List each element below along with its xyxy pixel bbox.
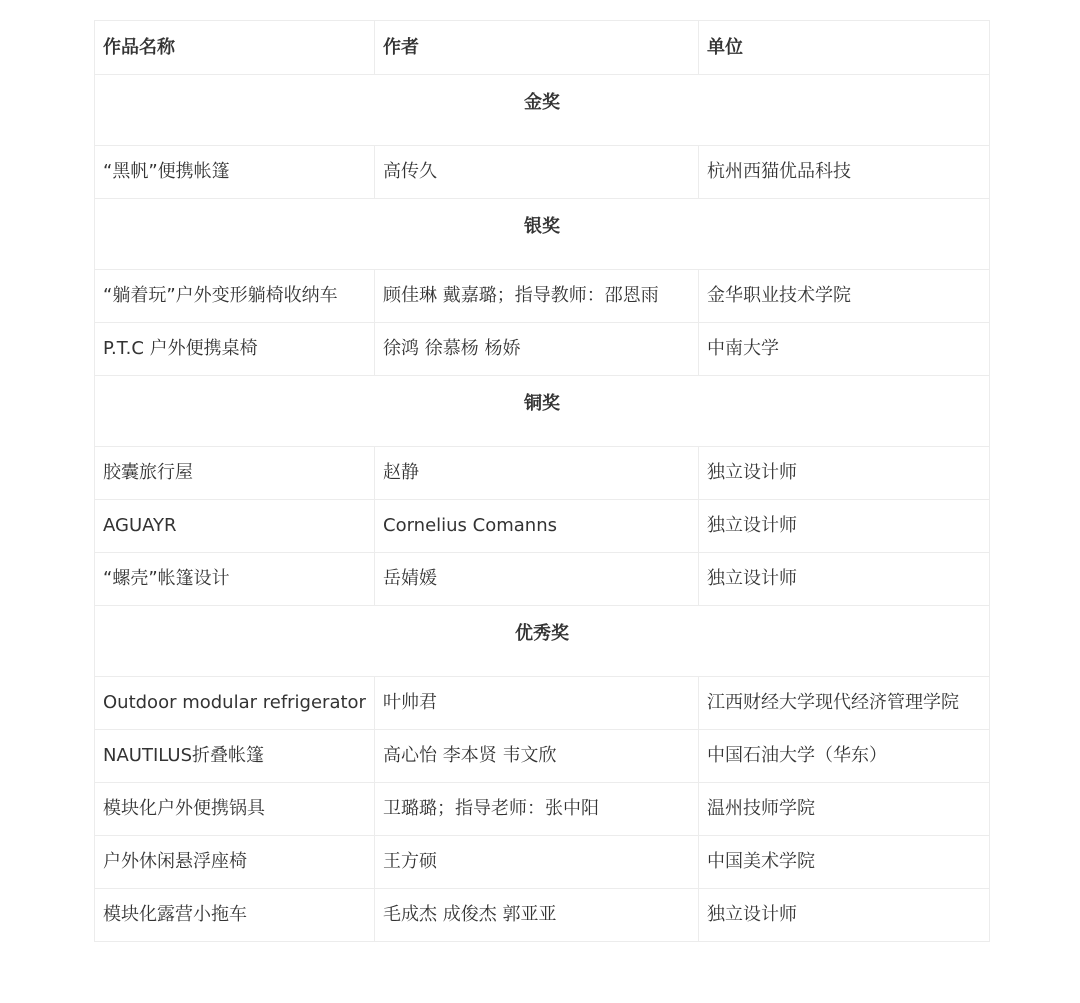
author-cell: 赵静: [375, 447, 699, 500]
author-cell: Cornelius Comanns: [375, 500, 699, 553]
work-name-cell: 户外休闲悬浮座椅: [95, 836, 375, 889]
organization-cell: 温州技师学院: [699, 783, 990, 836]
work-name-cell: “螺壳”帐篷设计: [95, 553, 375, 606]
table-row: [95, 730, 990, 783]
author-cell: 高心怡 李本贤 韦文欣: [375, 730, 699, 783]
author-cell: 岳婧媛: [375, 553, 699, 606]
organization-cell: 中国美术学院: [699, 836, 990, 889]
table-row: [95, 270, 990, 323]
organization-cell: 中南大学: [699, 323, 990, 376]
work-name-cell: “黑帆”便携帐篷: [95, 146, 375, 199]
section-header-bronze: [95, 376, 990, 447]
organization-cell: 独立设计师: [699, 500, 990, 553]
organization-cell: 杭州西猫优品科技: [699, 146, 990, 199]
section-header-silver: [95, 199, 990, 270]
author-cell: 王方硕: [375, 836, 699, 889]
organization-cell: 金华职业技术学院: [699, 270, 990, 323]
work-name-cell: NAUTILUS折叠帐篷: [95, 730, 375, 783]
work-name-cell: 模块化露营小拖车: [95, 889, 375, 942]
work-name-cell: P.T.C 户外便携桌椅: [95, 323, 375, 376]
organization-cell: 中国石油大学（华东）: [699, 730, 990, 783]
table-row: [95, 783, 990, 836]
table-row: [95, 889, 990, 942]
header-work-name: 作品名称: [95, 21, 375, 75]
table-row: [95, 323, 990, 376]
awards-table: [94, 20, 990, 942]
organization-cell: 独立设计师: [699, 889, 990, 942]
author-cell: 叶帅君: [375, 677, 699, 730]
table-row: [95, 836, 990, 889]
table-row: [95, 447, 990, 500]
author-cell: 徐鸿 徐慕杨 杨娇: [375, 323, 699, 376]
work-name-cell: Outdoor modular refrigerator: [95, 677, 375, 730]
work-name-cell: AGUAYR: [95, 500, 375, 553]
author-cell: 卫璐璐；指导老师：张中阳: [375, 783, 699, 836]
header-organization: 单位: [699, 21, 990, 75]
section-title: 优秀奖: [95, 606, 990, 677]
header-author: 作者: [375, 21, 699, 75]
work-name-cell: “躺着玩”户外变形躺椅收纳车: [95, 270, 375, 323]
table-row: [95, 146, 990, 199]
author-cell: 毛成杰 成俊杰 郭亚亚: [375, 889, 699, 942]
table-row: [95, 677, 990, 730]
organization-cell: 独立设计师: [699, 553, 990, 606]
section-header-excellence: [95, 606, 990, 677]
organization-cell: 江西财经大学现代经济管理学院: [699, 677, 990, 730]
table-row: [95, 500, 990, 553]
table-header-row: [95, 21, 990, 75]
author-cell: 高传久: [375, 146, 699, 199]
section-title: 铜奖: [95, 376, 990, 447]
author-cell: 顾佳琳 戴嘉璐；指导教师：邵恩雨: [375, 270, 699, 323]
table-row: [95, 553, 990, 606]
work-name-cell: 模块化户外便携锅具: [95, 783, 375, 836]
organization-cell: 独立设计师: [699, 447, 990, 500]
work-name-cell: 胶囊旅行屋: [95, 447, 375, 500]
section-header-gold: [95, 75, 990, 146]
section-title: 银奖: [95, 199, 990, 270]
section-title: 金奖: [95, 75, 990, 146]
